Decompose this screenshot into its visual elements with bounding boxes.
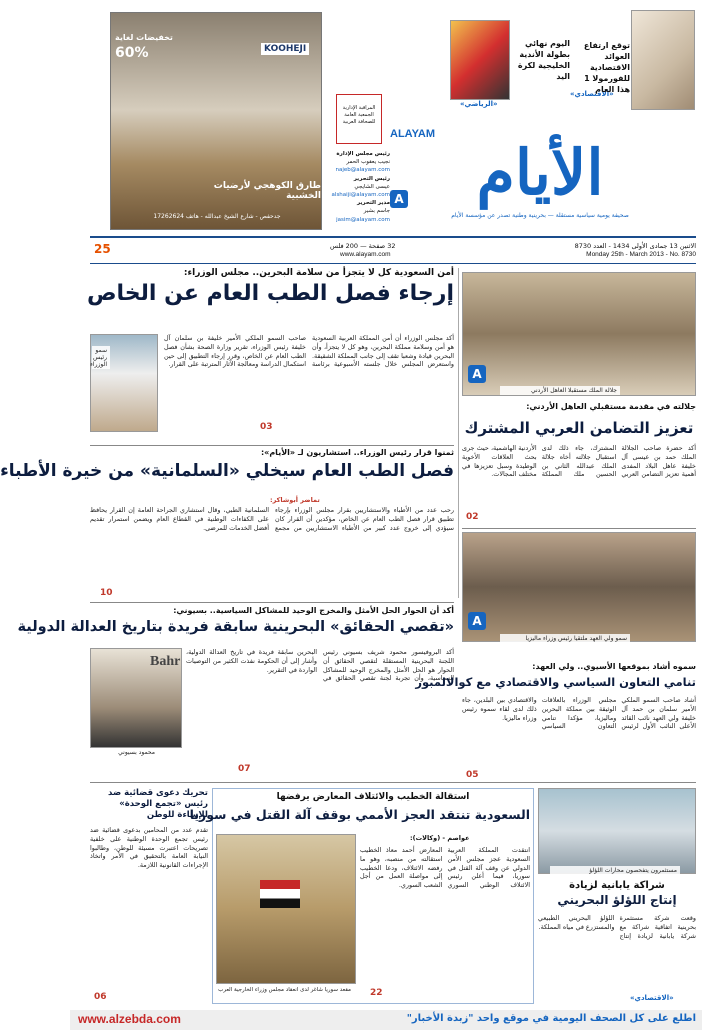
syria-headline[interactable]: السعودية تنتقد العجز الأممي بوقف آلة القتل في سوريا	[189, 807, 530, 822]
jordan-kicker: جلالته في مقدمة مستقبلي العاهل الأردني:	[526, 402, 696, 411]
syria-dateline: عواصم - (وكالات):	[410, 834, 470, 842]
date-bar-rule-bottom	[90, 263, 696, 264]
syria-kicker: استقالة الخطيب والائتلاف المعارض يرفضها	[276, 792, 470, 802]
syria-page-ref[interactable]: 22	[370, 988, 383, 998]
asian-headline[interactable]: تنامي التعاون السياسي والاقتصادي مع كوالالمبور	[415, 675, 696, 689]
editorial-line: رئيس التحرير	[353, 175, 390, 182]
ad-sale-percent: 60%	[115, 45, 149, 61]
sport-teaser-photo	[450, 20, 510, 100]
doctors-page-ref[interactable]: 10	[100, 588, 113, 598]
website[interactable]: www.alayam.com	[340, 251, 391, 258]
editorial-box	[328, 50, 390, 230]
doctors-body: رحب عدد من الأطباء والاستشاريين بقرار مجلس الوزراء بإرجاء تطبيق قرار فصل الطب العام عن الخاص، مؤكدين أن القرار كان سيؤدي إلى خروج عدد كبير من الأطباء الاستشاريين من مجمع السلمانية الطبي، وقال استشاري الجراحة العامة إن القرار يحافظ على الكفاءات الوطنية في القطاع العام ويضمن استمرار تقديم أفضل الخدمات للمرضى.	[90, 506, 454, 532]
japan-section-label: «الاقتصادي»	[630, 994, 674, 1002]
divider	[462, 528, 696, 529]
date-ar: الاثنين 13 جمادى الأولى 1434 - العدد 8730	[574, 242, 696, 250]
ad-caption: طارق الكوهجي لأرضيات الخشبية	[213, 181, 321, 201]
syria-photo-caption: مقعد سوريا شاغر لدى انعقاد مجلس وزراء الخارجية العرب	[218, 986, 354, 994]
editorial-line: نجيب يعقوب الحمر	[346, 159, 390, 166]
main-photo-caption: سمو رئيس الوزراء	[92, 346, 110, 369]
masthead	[390, 120, 696, 232]
editorial-lines	[328, 150, 390, 224]
editorial-line: جاسم بشير	[363, 208, 390, 215]
econ-teaser-text[interactable]: توقع ارتفاع العوائد الاقتصادية للفورمولا 1 هذا العام	[583, 41, 630, 94]
editorial-line[interactable]: jasim@alayam.com	[336, 216, 390, 223]
editorial-line: رئيس مجلس الإدارة	[336, 151, 390, 157]
date-bar-rule	[90, 236, 696, 238]
editorial-line: مدير التحرير	[356, 200, 390, 207]
syria-photo	[216, 834, 356, 984]
editorial-line: عيسى الشايجي	[354, 183, 390, 190]
doctors-author: تماضر أبوشاكر:	[270, 496, 320, 504]
sport-teaser-text[interactable]: اليوم نهائي بطولة الأندية الخليجية لكرة اليد	[517, 39, 570, 81]
main-page-ref[interactable]: 03	[260, 422, 273, 432]
japan-photo	[538, 788, 696, 874]
truth-headline[interactable]: «تقصي الحقائق» البحرينية سابقة فريدة بتاريخ العدالة الدولية	[17, 619, 454, 635]
sport-teaser-label: «الرياضي»	[460, 100, 498, 108]
truth-page-ref[interactable]: 07	[238, 764, 251, 774]
japan-photo-caption: مستثمرون يتفحصون محارات اللؤلؤ	[550, 866, 680, 875]
truth-photo-caption: محمود بسيوني	[98, 748, 158, 757]
asian-body: أشاد صاحب السمو الملكي الأمير سلمان بن حمد آل خليفة ولي العهد نائب القائد الأعلى النائب الأول لرئيس مجلس الوزراء بالعلاقات الوثيقة بين مملكة البحرين وماليزيا، مؤكدا تنامي التعاون السياسي والاقتصادي بين البلدين، جاء ذلك لدى لقاء سموه رئيس وزراء ماليزيا.	[462, 696, 696, 731]
truth-photo-brand: Bahr	[150, 654, 181, 669]
econ-teaser-photo	[631, 10, 695, 110]
ad-sale-text: تخفيضات لغاية	[115, 33, 173, 42]
column-divider	[458, 268, 459, 598]
asian-page-ref[interactable]: 05	[466, 770, 479, 780]
syria-body: انتقدت المملكة العربية السعودية عجز مجلس الأمن الدولي عن وقف آلة القتل في سوريا، فيما أعلن رئيس الائتلاف الوطني السوري المعارض أحمد معاذ الخطيب استقالته من منصبه، وهو ما رفضه الائتلاف، ودعا الخطيب إلى مواصلة العمل من أجل الشعب السوري.	[360, 846, 530, 890]
jordan-page-ref[interactable]: 02	[466, 512, 479, 522]
masthead-logo-latin: ALAYAM	[390, 128, 436, 140]
footer-bar	[70, 1010, 702, 1030]
japan-headline[interactable]: إنتاج اللؤلؤ البحريني	[557, 893, 677, 907]
badge-line: المراقبة الإدارية	[342, 105, 376, 111]
audit-badge	[336, 94, 382, 144]
badge-line: الجمعية العامة	[344, 112, 374, 118]
ad-contact: جدحفص - شارع الشيخ عبدالله - هاتف 17262624	[153, 213, 281, 220]
top-teaser-bar	[450, 10, 695, 120]
alayam-a-icon: A	[468, 612, 486, 630]
edition-badge: 25	[94, 242, 111, 256]
alayam-a-icon: A	[390, 190, 408, 208]
japan-kicker: شراكة يابانية لزيادة	[569, 880, 665, 891]
truth-body: أكد البروفيسور محمود شريف بسيوني رئيس اللجنة البحرينية المستقلة لتقصي الحقائق أن الحوار هو الحل الأمثل والمخرج الوحيد للمشاكل السياسية، وأن تجربة لجنة تقصي الحقائق في البحرين سابقة فريدة في تاريخ العدالة الدولية، وأشار إلى أن الحكومة نفذت الكثير من التوصيات الواردة في التقرير.	[186, 648, 454, 683]
date-en: Monday 25th - March 2013 - No. 8730	[586, 251, 696, 258]
jordan-photo	[462, 272, 696, 396]
main-kicker: أمن السعودية كل لا يتجزأ من سلامة البحرين.. مجلس الوزراء:	[183, 268, 454, 278]
jordan-photo-caption: جلالة الملك مستقبلا العاهل الأردني	[500, 386, 620, 395]
truth-kicker: أكد أن الحوار الحل الأمثل والمخرج الوحيد للمشاكل السياسية.. بسيوني:	[173, 606, 454, 615]
main-body: أكد مجلس الوزراء أن أمن المملكة العربية السعودية هو أمن وسلامة مملكة البحرين، وهو كل لا يتجزأ، وأن البحرين قيادة وشعبا تقف إلى جانب المملكة الشقيقة. واستعرض المجلس خلال جلسته الأسبوعية برئاسة صاحب السمو الملكي الأمير خليفة بن سلمان آل خليفة رئيس الوزراء، تقرير وزارة الصحة بشأن فصل الطب العام عن الخاص، وقرر إرجاء التطبيق إلى حين استكمال الدراسة ومعالجة الآثار المترتبة على القرار.	[164, 334, 454, 369]
asian-photo-caption: سمو ولي العهد ملتقيا رئيس وزراء ماليزيا	[500, 634, 630, 643]
divider	[90, 602, 454, 603]
pages-price: 32 صفحة — 200 فلس	[330, 242, 396, 250]
editorial-line[interactable]: najeb@alayam.com	[335, 167, 390, 174]
editorial-line[interactable]: alshaiji@alayam.com	[331, 192, 390, 199]
doctors-headline[interactable]: فصل الطب العام سيخلي «السلمانية» من خيرة الأطباء	[0, 461, 454, 481]
badge-line: للصحافة العربية	[342, 119, 376, 125]
japan-body: وقعت شركة مستثمرة بحرينية اتفاقية شراكة مع شركة يابانية لزيادة إنتاج اللؤلؤ البحريني الطبيعي والمستزرع في مياه المملكة.	[538, 914, 696, 940]
dignity-body: تقدم عدد من المحامين بدعوى قضائية ضد رئيس تجمع الوحدة الوطنية على خلفية تصريحات اعتبرت مسيئة للوطن، وطالبوا النيابة العامة بالتحقيق في الأمر واتخاذ الإجراءات القانونية اللازمة.	[90, 826, 208, 870]
asian-kicker: سموه أشاد بموقعها الأسيوي.. ولي العهد:	[532, 662, 696, 671]
footer-promo[interactable]: اطلع على كل الصحف اليومية في موقع واحد "زبدة الأخبار"	[406, 1013, 696, 1024]
alayam-a-icon: A	[468, 365, 486, 383]
divider	[90, 445, 454, 446]
jordan-body: أكد حضرة صاحب الجلالة الملك حمد بن عيسى آل خليفة عاهل البلاد المفدى أهمية تعزيز التضامن العربي المشترك، جاء ذلك لدى استقبال جلالته أخاه جلالة الملك عبدالله الثاني بن الحسين ملك المملكة الأردنية الهاشمية، حيث جرى بحث العلاقات الأخوية الوطيدة وسبل تعزيزها في مختلف المجالات.	[462, 444, 696, 479]
dignity-headline[interactable]: تحريك دعوى قضائية ضد رئيس «تجمع الوحدة» للإساءة للوطن	[108, 788, 208, 820]
masthead-logo[interactable]: الأيام	[476, 136, 604, 209]
jordan-headline[interactable]: تعزيز التضامن العربي المشترك	[464, 419, 694, 437]
main-headline[interactable]: إرجاء فصل الطب العام عن الخاص	[86, 281, 454, 306]
dignity-page-ref[interactable]: 06	[94, 992, 107, 1002]
date-bar	[90, 240, 696, 262]
econ-teaser-label: «الاقتصادي»	[570, 90, 614, 98]
ad-brand: KOOHEJI	[261, 43, 309, 55]
masthead-tagline: صحيفة يومية سياسية مستقلة — بحرينية وطنية تصدر عن مؤسسة الأيام	[451, 212, 629, 219]
asian-photo	[462, 532, 696, 642]
footer-website[interactable]: www.alzebda.com	[78, 1012, 181, 1026]
syria-flag	[260, 880, 300, 908]
divider	[90, 782, 696, 783]
kooheji-ad[interactable]	[110, 12, 322, 230]
doctors-kicker: ثمنوا قرار رئيس الوزراء.. استشاريون لـ «الأيام»:	[260, 448, 454, 457]
